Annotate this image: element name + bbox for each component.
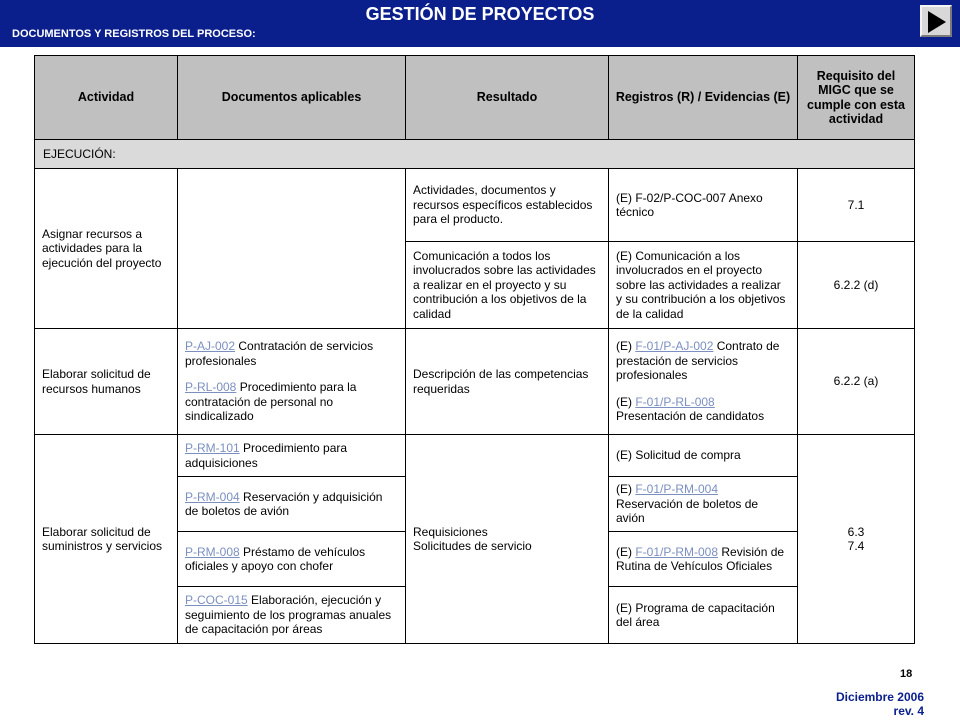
requirement-line: 7.4 xyxy=(847,539,865,553)
result-cell: Actividades, documentos y recursos específicos establecidos para el producto. xyxy=(406,169,609,242)
column-header-records: Registros (R) / Evidencias (E) xyxy=(609,56,798,140)
column-header-activity: Actividad xyxy=(35,56,178,140)
page-title: GESTIÓN DE PROYECTOS xyxy=(365,4,595,24)
next-slide-button[interactable] xyxy=(920,5,952,37)
result-cell: Descripción de las competencias requeridas xyxy=(406,329,609,435)
record-link-f-01-p-rm-008[interactable]: F-01/P-RM-008 xyxy=(635,544,719,559)
doc-title: Procedimiento para adquisiciones xyxy=(185,441,348,470)
record-prefix: (E) xyxy=(616,482,636,497)
result-line: Solicitudes de servicio xyxy=(413,539,532,553)
documents-cell xyxy=(178,477,406,532)
result-line: Requisiciones xyxy=(413,524,488,539)
record-prefix: (E) xyxy=(616,544,636,559)
documents-cell-empty xyxy=(178,169,406,329)
documents-cell xyxy=(178,329,406,435)
table-row xyxy=(35,169,915,242)
doc-title: Elaboración, ejecución y seguimiento de los programas anuales de capacitación por áreas xyxy=(185,593,392,637)
header-bar xyxy=(0,0,960,47)
documents-table xyxy=(34,55,915,644)
record-cell xyxy=(609,477,798,532)
requirement-cell xyxy=(798,435,915,644)
doc-link-p-rm-004[interactable]: P-RM-004 xyxy=(185,489,240,504)
record-cell xyxy=(609,329,798,435)
record-cell: (E) Comunicación a los involucrados en el proyecto sobre las actividades a realizar y su contribución a los objetivos de la calidad xyxy=(609,242,798,329)
doc-link-p-rm-101[interactable]: P-RM-101 xyxy=(185,441,240,455)
record-title: Presentación de candidatos xyxy=(616,409,765,424)
activity-cell: Elaborar solicitud de suministros y servicios xyxy=(35,435,178,644)
record-cell: (E) Solicitud de compra xyxy=(609,435,798,477)
result-cell: Comunicación a todos los involucrados sobre las actividades a realizar en el proyecto y su contribución a los objetivos de la calidad xyxy=(406,242,609,329)
documents-cell xyxy=(178,532,406,587)
record-link-f-01-p-rm-004[interactable]: F-01/P-RM-004 xyxy=(635,482,719,497)
doc-link-p-rm-008[interactable]: P-RM-008 xyxy=(185,544,240,559)
activity-cell: Asignar recursos a actividades para la ejecución del proyecto xyxy=(35,169,178,329)
record-title: Reservación de boletos de avión xyxy=(616,496,759,526)
doc-title: Procedimiento para la contratación de personal no sindicalizado xyxy=(185,380,357,424)
page-number: 18 xyxy=(900,668,913,680)
footer-date-revision: Diciembre 2006 rev. 4 xyxy=(835,690,924,718)
table-row xyxy=(35,435,915,477)
column-header-requirement: Requisito del MIGC que se cumple con esta actividad xyxy=(798,56,915,140)
requirement-line: 6.3 xyxy=(847,524,865,539)
documents-cell xyxy=(178,435,406,477)
doc-link-p-coc-015[interactable]: P-COC-015 xyxy=(185,593,248,608)
doc-title: Préstamo de vehículos oficiales y apoyo con chofer xyxy=(185,544,366,573)
table-header-row xyxy=(35,56,915,140)
record-cell xyxy=(609,532,798,587)
documents-cell xyxy=(178,587,406,644)
record-link-f-01-p-rl-008[interactable]: F-01/P-RL-008 xyxy=(635,394,715,409)
requirement-cell: 6.2.2 (d) xyxy=(798,242,915,329)
doc-title: Contratación de servicios profesionales xyxy=(185,339,374,368)
doc-link-p-aj-002[interactable]: P-AJ-002 xyxy=(185,339,236,354)
doc-link-p-rl-008[interactable]: P-RL-008 xyxy=(185,380,237,395)
requirement-cell: 6.2.2 (a) xyxy=(798,329,915,435)
table-row xyxy=(35,329,915,435)
section-row xyxy=(35,140,915,169)
record-cell: (E) F-02/P-COC-007 Anexo técnico xyxy=(609,169,798,242)
activity-cell: Elaborar solicitud de recursos humanos xyxy=(35,329,178,435)
record-cell: (E) Programa de capacitación del área xyxy=(609,587,798,644)
doc-title: Reservación y adquisición de boletos de avión xyxy=(185,489,383,518)
column-header-documents: Documentos aplicables xyxy=(178,56,406,140)
result-cell xyxy=(406,435,609,644)
record-prefix: (E) xyxy=(616,339,636,354)
record-link-f-01-p-aj-002[interactable]: F-01/P-AJ-002 xyxy=(635,339,714,354)
requirement-cell: 7.1 xyxy=(798,169,915,242)
play-triangle-icon xyxy=(926,10,948,34)
section-label: EJECUCIÓN: xyxy=(35,140,915,169)
record-title: Revisión de Rutina de Vehículos Oficiales xyxy=(616,544,785,573)
record-title: Contrato de prestación de servicios profesionales xyxy=(616,339,780,383)
record-prefix: (E) xyxy=(616,394,636,409)
page-subtitle: DOCUMENTOS Y REGISTROS DEL PROCESO: xyxy=(12,28,256,40)
column-header-result: Resultado xyxy=(406,56,609,140)
